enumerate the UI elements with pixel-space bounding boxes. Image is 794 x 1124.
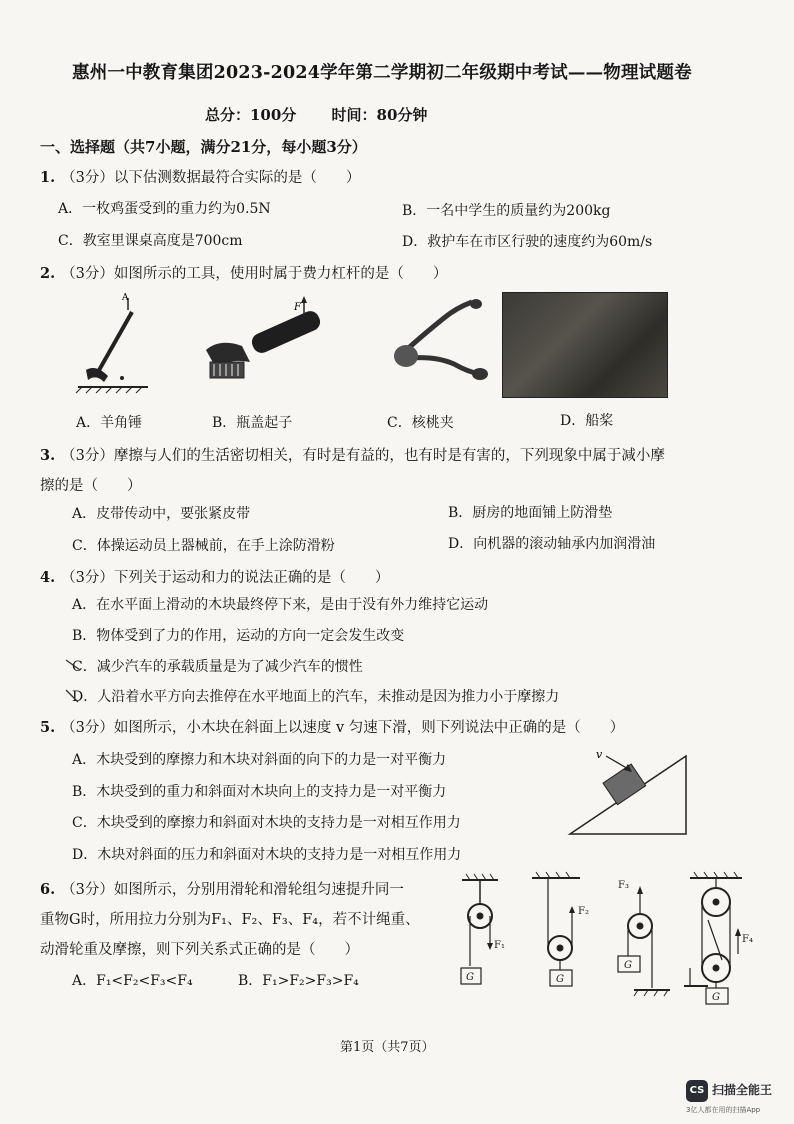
- cs-logo-icon: CS: [686, 1080, 708, 1102]
- option-c: C．木块受到的摩擦力和斜面对木块的支持力是一对相互作用力: [72, 815, 461, 831]
- option-a: A．在水平面上滑动的木块最终停下来，是由于没有外力维持它运动: [72, 597, 489, 613]
- option-a: A．木块受到的摩擦力和木块对斜面的向下的力是一对平衡力: [72, 752, 447, 768]
- option-c: C．体操运动员上器械前，在手上涂防滑粉: [72, 538, 335, 554]
- question-stem: （3分）如图所示的工具，使用时属于费力杠杆的是（ ）: [61, 266, 448, 282]
- question-stem: （3分）如图所示，小木块在斜面上以速度 v 匀速下滑，则下列说法中正确的是（ ）: [61, 720, 625, 736]
- exam-meta: [205, 104, 457, 125]
- pulley-figures: [458, 870, 768, 1010]
- option-d: D．木块对斜面的压力和斜面对木块的支持力是一对相互作用力: [72, 847, 462, 863]
- weight-label: G: [556, 974, 564, 985]
- question-2: [40, 262, 447, 283]
- option-c: C．教室里课桌高度是700cm: [58, 233, 243, 249]
- question-stem: （3分）以下估测数据最符合实际的是（ ）: [61, 170, 361, 186]
- option-b: B．物体受到了力的作用，运动的方向一定会发生改变: [72, 628, 405, 644]
- exam-title: 惠州一中教育集团2023-2024学年第二学期初二年级期中考试——物理试题卷: [72, 63, 692, 83]
- question-4: [40, 566, 389, 587]
- oar-photo: [502, 292, 668, 398]
- logo-name: 扫描全能王: [712, 1083, 773, 1097]
- question-3: [40, 444, 665, 465]
- question-number: 1.: [40, 169, 56, 186]
- claw-hammer-figure: [66, 290, 156, 396]
- weight-label: G: [624, 960, 632, 971]
- question-stem: （3分）如图所示，分别用滑轮和滑轮组匀速提升同一: [61, 882, 404, 898]
- force-label-f1: F₁: [494, 940, 505, 951]
- question-3-stem-cont: 擦的是（ ）: [40, 478, 142, 494]
- option-d: D．人沿着水平方向去推停在水平地面上的汽车，未推动是因为推力小于摩擦力: [72, 689, 560, 705]
- scanner-logo: [686, 1078, 790, 1118]
- question-stem: （3分）摩擦与人们的生活密切相关，有时是有益的，也有时是有害的，下列现象中属于减小摩: [61, 448, 665, 464]
- question-number: 2.: [40, 265, 56, 282]
- force-label-f3: F₃: [618, 880, 629, 891]
- option-b: B．木块受到的重力和斜面对木块向上的支持力是一对平衡力: [72, 784, 447, 800]
- question-5: [40, 716, 624, 737]
- option-b: B．厨房的地面铺上防滑垫: [448, 505, 613, 521]
- question-6-stem-cont: 重物G时，所用拉力分别为F₁、F₂、F₃、F₄，若不计绳重、: [40, 912, 420, 928]
- question-1: [40, 166, 360, 187]
- nutcracker-figure: [384, 294, 492, 388]
- bottle-opener-figure: [198, 296, 322, 388]
- force-label-f4: F₄: [742, 934, 753, 945]
- weight-label: G: [712, 992, 720, 1003]
- caption-d: D．船桨: [560, 413, 614, 429]
- pen-marks: [62, 654, 86, 710]
- caption-a: A．羊角锤: [76, 415, 143, 431]
- option-d: D．救护车在市区行驶的速度约为60m/s: [402, 234, 653, 250]
- question-stem: （3分）下列关于运动和力的说法正确的是（ ）: [61, 570, 390, 586]
- question-number: 5.: [40, 719, 56, 736]
- question-number: 6.: [40, 881, 56, 898]
- section-heading: 一、选择题（共7小题，满分21分，每小题3分）: [40, 138, 367, 156]
- option-b: B．一名中学生的质量约为200kg: [402, 203, 611, 219]
- question-6: [40, 878, 404, 899]
- total-score: 总分：100分: [205, 106, 297, 124]
- option-b: B．F₁>F₂>F₃>F₄: [238, 973, 359, 989]
- option-d: D．向机器的滚动轴承内加润滑油: [448, 536, 656, 552]
- option-c: C．减少汽车的承载质量是为了减少汽车的惯性: [72, 659, 363, 675]
- force-label-f2: F₂: [578, 906, 589, 917]
- caption-c: C．核桃夹: [387, 415, 454, 431]
- exam-time: 时间：80分钟: [331, 106, 428, 124]
- velocity-label: v: [596, 748, 603, 761]
- option-a: A．皮带传动中，要张紧皮带: [72, 506, 251, 522]
- force-label: A: [122, 293, 129, 303]
- option-a: A．F₁<F₂<F₃<F₄: [72, 973, 193, 989]
- question-number: 4.: [40, 569, 56, 586]
- option-a: A．一枚鸡蛋受到的重力约为0.5N: [58, 201, 271, 217]
- question-6-stem-cont2: 动滑轮重及摩擦，则下列关系式正确的是（ ）: [40, 942, 359, 958]
- weight-label: G: [466, 972, 474, 983]
- logo-tagline: 3亿人都在用的扫描App: [686, 1106, 761, 1114]
- question-number: 3.: [40, 447, 56, 464]
- caption-b: B．瓶盖起子: [212, 415, 293, 431]
- force-label: F: [294, 302, 301, 313]
- page-footer: 第1页（共7页）: [340, 1040, 435, 1055]
- incline-figure: [566, 748, 690, 838]
